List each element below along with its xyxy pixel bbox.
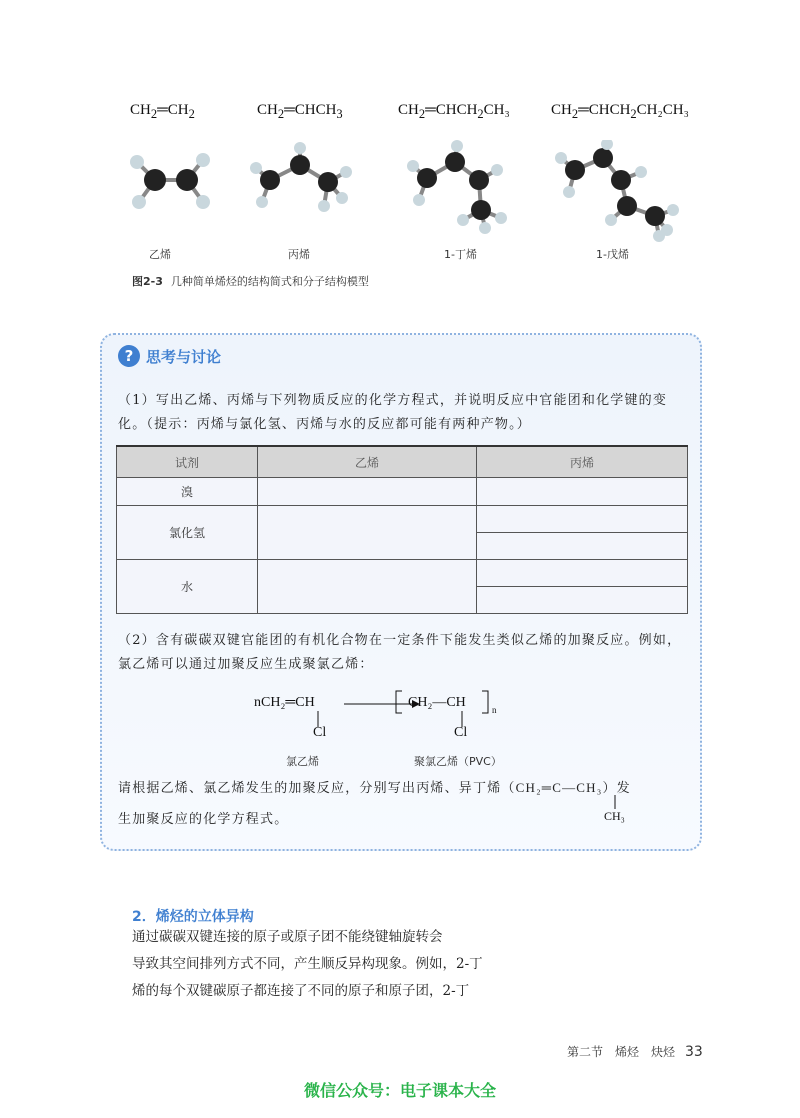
body-line: 烯的每个双键碳原子都连接了不同的原子和原子团，2-丁: [132, 983, 470, 999]
body-line: 通过碳碳双键连接的原子或原子团不能绕键轴旋转会: [132, 929, 443, 945]
molecule-label-propene: 丙烯: [288, 248, 310, 261]
table-cell-empty: [477, 560, 688, 587]
question-3-line-2: 生加聚反应的化学方程式。: [118, 812, 289, 827]
eq-reactant-substituent: Cl: [313, 725, 327, 740]
page-number: 33: [685, 1044, 703, 1060]
eq-product: CH₂—CH: [408, 695, 466, 710]
left-bracket-icon: [392, 689, 406, 715]
molecule-label-ethene: 乙烯: [149, 248, 171, 261]
formula-1-pentene: $CH_2═CHCH_2CH_2CH_3$: [551, 102, 689, 121]
propene-model-image: [248, 140, 358, 220]
discussion-title: 思考与讨论: [146, 348, 222, 366]
table-header-reagent: 试剂: [117, 446, 258, 478]
question-icon: ?: [118, 345, 140, 367]
discussion-box: [100, 333, 702, 851]
1-butene-model-image: [405, 140, 515, 235]
body-line: 导致其空间排列方式不同，产生顺反异构现象。例如，2-丁: [132, 956, 483, 972]
table-cell-empty: [477, 587, 688, 614]
table-row: [117, 506, 688, 533]
question-3-line-1: 请根据乙烯、氯乙烯发生的加聚反应，分别写出丙烯、异丁烯（CH₂═C—CH₃）发: [118, 780, 631, 796]
table-header-propene: 丙烯: [477, 446, 688, 478]
table-cell-reagent: 溴: [117, 478, 258, 506]
isobutene-branch: CH₃: [604, 809, 625, 823]
eq-reactant-branch: [268, 709, 348, 749]
table-cell-reagent: 氯化氢: [117, 506, 258, 560]
ethene-model-image: [125, 140, 215, 230]
table-header-ethene: 乙烯: [258, 446, 477, 478]
page-footer: [567, 1043, 703, 1060]
table-cell-empty: [258, 560, 477, 614]
table-cell-empty: [477, 478, 688, 506]
eq-reactant: nCH₂═CH: [254, 695, 315, 710]
formula-propene: $CH_2═CHCH_3$: [257, 102, 343, 121]
question-1-text: （1）写出乙烯、丙烯与下列物质反应的化学方程式，并说明反应中官能团和化学键的变化。（提示：丙烯与氯化氢、丙烯与水的反应都可能有两种产物。）: [118, 393, 668, 432]
question-2-text: （2）含有碳碳双键官能团的有机化合物在一定条件下能发生类似乙烯的加聚反应。例如，氯乙烯可以通过加聚反应生成聚氯乙烯：: [118, 633, 682, 672]
reagent-table: [116, 445, 688, 614]
table-cell-empty: [258, 478, 477, 506]
figure-caption: [132, 273, 369, 289]
table-cell-reagent: 水: [117, 560, 258, 614]
table-cell-empty: [258, 506, 477, 560]
formula-ethene: $CH_2═CH_2$: [130, 102, 195, 121]
table-cell-empty: [477, 533, 688, 560]
eq-product-substituent: Cl: [454, 725, 468, 740]
molecule-label-1-pentene: 1-戊烯: [596, 248, 629, 261]
table-row: [117, 560, 688, 587]
eq-polymer-n: n: [492, 705, 497, 715]
table-row: [117, 478, 688, 506]
molecule-label-1-butene: 1-丁烯: [444, 248, 477, 261]
eq-product-name: 聚氯乙烯（PVC）: [414, 755, 502, 768]
formula-1-butene: $CH_2═CHCH_2CH_3$: [398, 102, 510, 121]
table-cell-empty: [477, 506, 688, 533]
1-pentene-model-image: [555, 140, 685, 245]
section-title: 2．烯烃的立体异构: [132, 909, 254, 925]
watermark-text: 微信公众号：电子课本大全: [303, 1081, 496, 1100]
figure-number: 图2-3: [132, 275, 163, 288]
figure-caption-text: 几种简单烯烃的结构简式和分子结构模型: [170, 275, 369, 288]
footer-chapter: 第二节 烯烃 炔烃: [567, 1045, 676, 1059]
eq-reactant-name: 氯乙烯: [286, 755, 319, 768]
